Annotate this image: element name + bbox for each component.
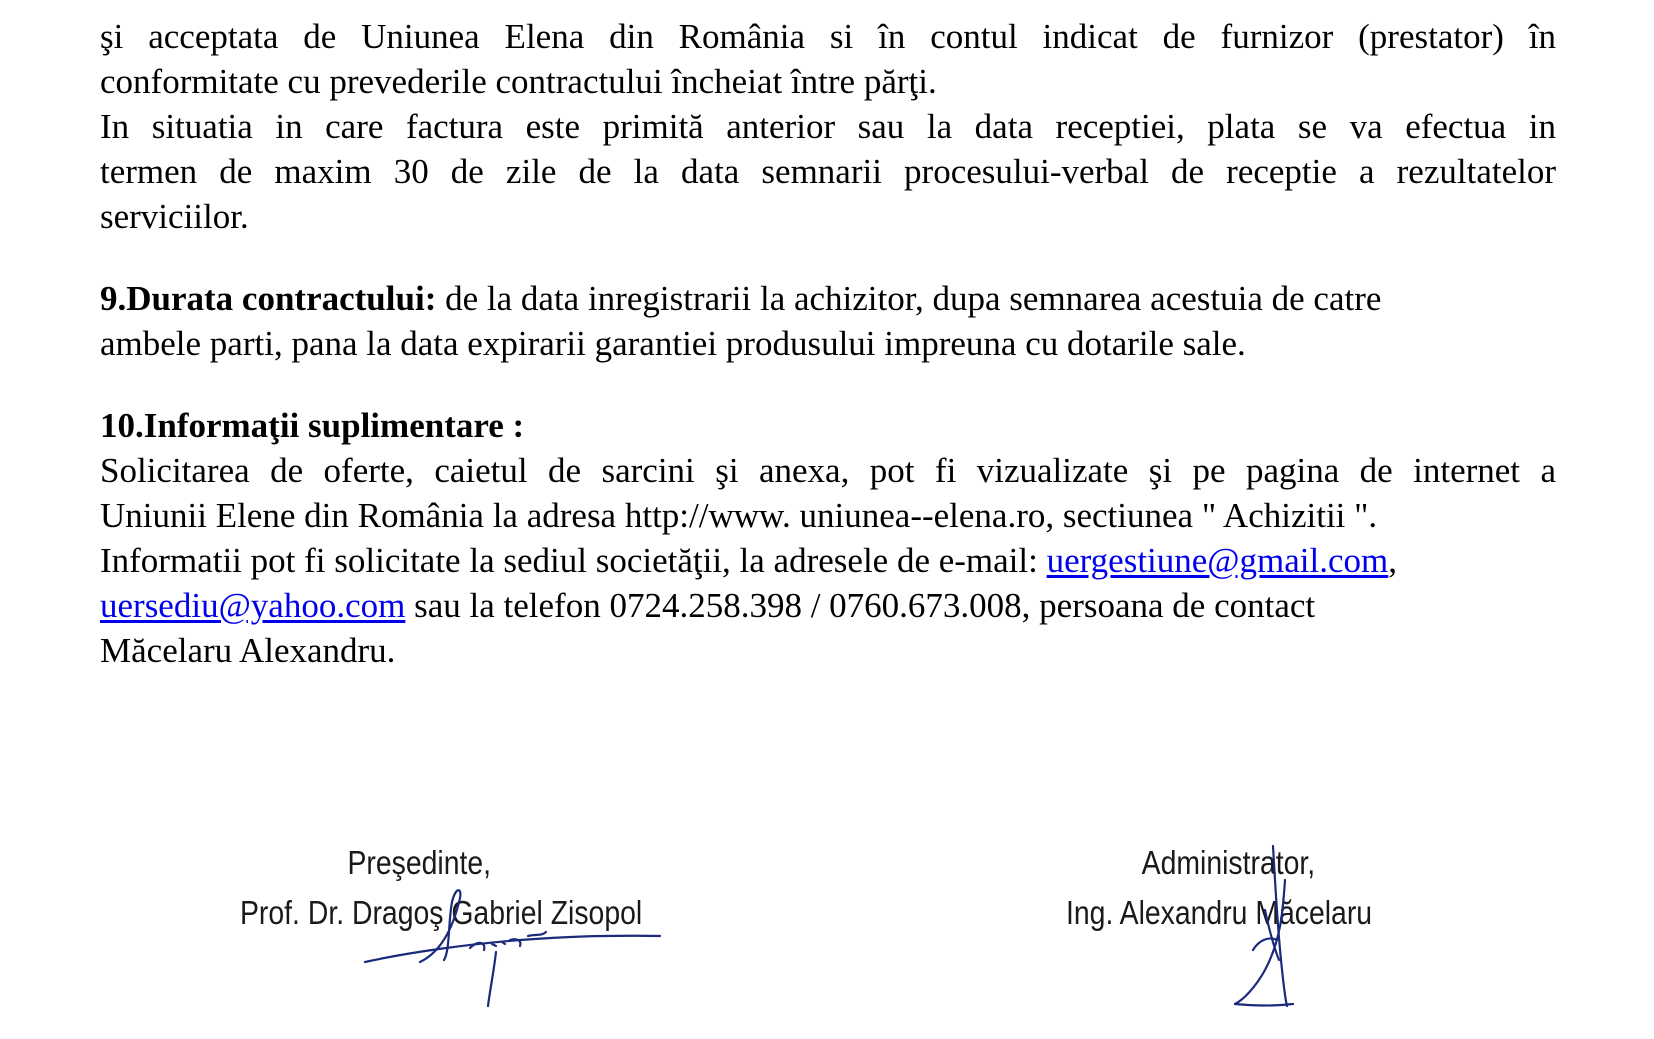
- signature-title: Administrator,: [1141, 844, 1316, 881]
- email-link-gestiune[interactable]: uergestiune@gmail.com: [1046, 541, 1389, 580]
- document-page: [100, 14, 1556, 673]
- section-10-line: Solicitarea de oferte, caietul de sarcini şi anexa, pot fi vizualizate şi pe pagina de internet a: [100, 451, 1556, 490]
- section-10-line: [100, 538, 1556, 583]
- signature-name: Prof. Dr. Dragoş Gabriel Zisopol: [240, 894, 643, 931]
- section-10-text: Informatii pot fi solicitate la sediul societăţii, la adresele de e-mail:: [100, 541, 1047, 580]
- punctuation: ,: [1388, 541, 1398, 580]
- section-10-line: [100, 583, 1556, 628]
- signature-block-administrator: [1066, 838, 1372, 938]
- section-9-line: [100, 276, 1556, 321]
- section-10-line: Măcelaru Alexandru.: [100, 631, 396, 670]
- handwritten-signature-administrator: [1225, 840, 1315, 1020]
- email-link-sediu[interactable]: uersediu@yahoo.com: [100, 586, 406, 625]
- section-9-text: de la data inregistrarii la achizitor, dupa semnarea acestuia de catre: [436, 279, 1382, 318]
- section-9-line: ambele parti, pana la data expirarii garantiei produsului impreuna cu dotarile sale.: [100, 324, 1246, 363]
- paragraph-line: şi acceptata de Uniunea Elena din România si în contul indicat de furnizor (prestator) în: [100, 17, 1556, 56]
- section-10-line: Uniunii Elene din România la adresa http://www. uniunea--elena.ro, sectiunea " Achizitii ".: [100, 496, 1378, 535]
- paragraph-line: In situatia in care factura este primită anterior sau la data receptiei, plata se va efectua in: [100, 107, 1556, 146]
- paragraph-line: conformitate cu prevederile contractului încheiat între părţi.: [100, 62, 937, 101]
- paragraph-line: termen de maxim 30 de zile de la data semnarii procesului-verbal de receptie a rezultatelor: [100, 152, 1556, 191]
- section-9-heading: 9.Durata contractului:: [100, 279, 437, 318]
- signature-name: Ing. Alexandru Măcelaru: [1066, 894, 1373, 931]
- section-10-text: sau la telefon 0724.258.398 / 0760.673.008, persoana de contact: [405, 586, 1316, 625]
- paragraph-line: serviciilor.: [100, 197, 249, 236]
- section-10-heading: 10.Informaţii suplimentare :: [100, 406, 525, 445]
- handwritten-signature-president: [360, 880, 680, 1010]
- signature-title: Preşedinte,: [347, 844, 492, 881]
